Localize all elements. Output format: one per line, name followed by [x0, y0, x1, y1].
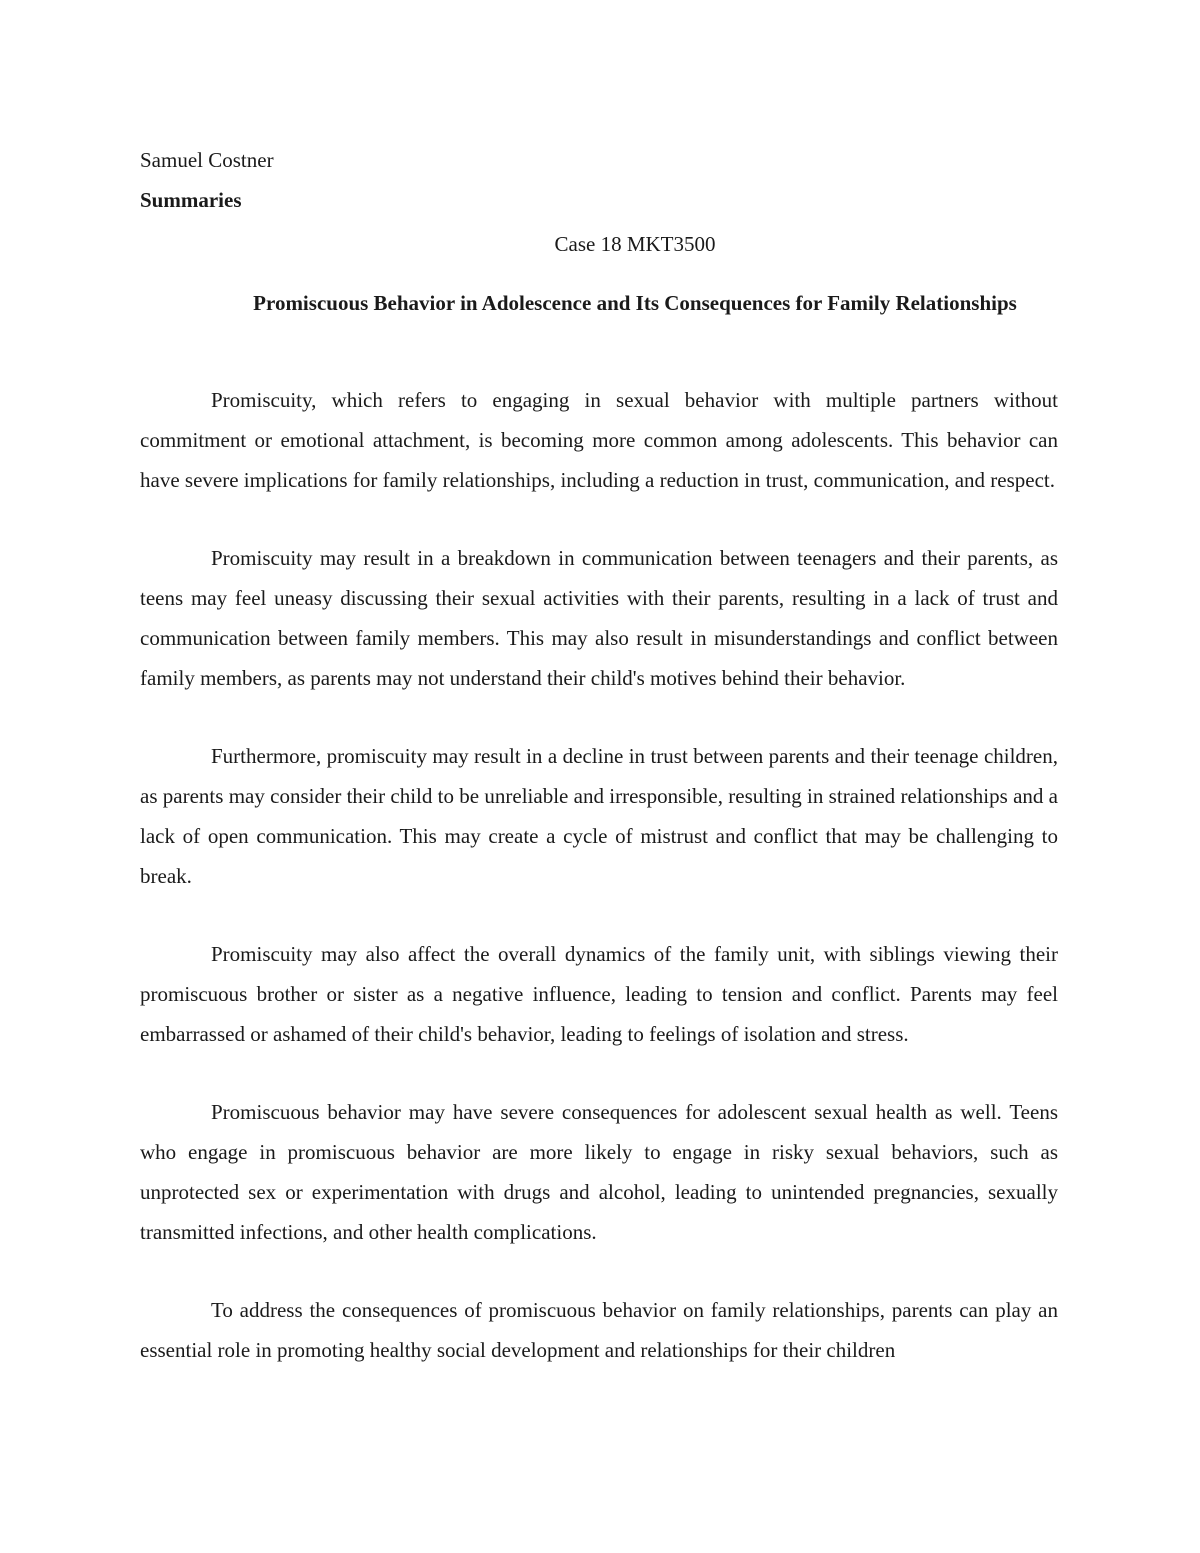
body-paragraph: Promiscuity may also affect the overall dynamics of the family unit, with siblings viewing their promiscuous brother or sister as a negative influence, leading to tension and conflict. Parents may feel embarrassed or ashamed of their child's behavior, leading to feelings of isolation and stress. [140, 942, 1058, 1046]
body-paragraph: To address the consequences of promiscuous behavior on family relationships, parents can play an essential role in promoting healthy social development and relationships for their children [140, 1298, 1058, 1362]
document-title: Promiscuous Behavior in Adolescence and Its Consequences for Family Relationships [253, 291, 1017, 315]
section-heading: Summaries [140, 188, 242, 212]
author-name: Samuel Costner [140, 148, 274, 172]
body-paragraph: Furthermore, promiscuity may result in a decline in trust between parents and their teenage children, as parents may consider their child to be unreliable and irresponsible, resulting in strained relationships and a lack of open communication. This may create a cycle of mistrust and conflict that may be challenging to break. [140, 744, 1058, 888]
case-label: Case 18 MKT3500 [554, 232, 716, 256]
document-body [140, 380, 1058, 1408]
body-paragraph: Promiscuity may result in a breakdown in communication between teenagers and their parents, as teens may feel uneasy discussing their sexual activities with their parents, resulting in a lack of trust and communication between family members. This may also result in misunderstandings and conflict between family members, as parents may not understand their child's motives behind their behavior. [140, 546, 1058, 690]
body-paragraph: Promiscuous behavior may have severe consequences for adolescent sexual health as well. Teens who engage in promiscuous behavior are more likely to engage in risky sexual behaviors, such as unprotected sex or experimentation with drugs and alcohol, leading to unintended pregnancies, sexually transmitted infections, and other health complications. [140, 1100, 1058, 1244]
body-paragraph: Promiscuity, which refers to engaging in sexual behavior with multiple partners without commitment or emotional attachment, is becoming more common among adolescents. This behavior can have severe implications for family relationships, including a reduction in trust, communication, and respect. [140, 388, 1058, 492]
